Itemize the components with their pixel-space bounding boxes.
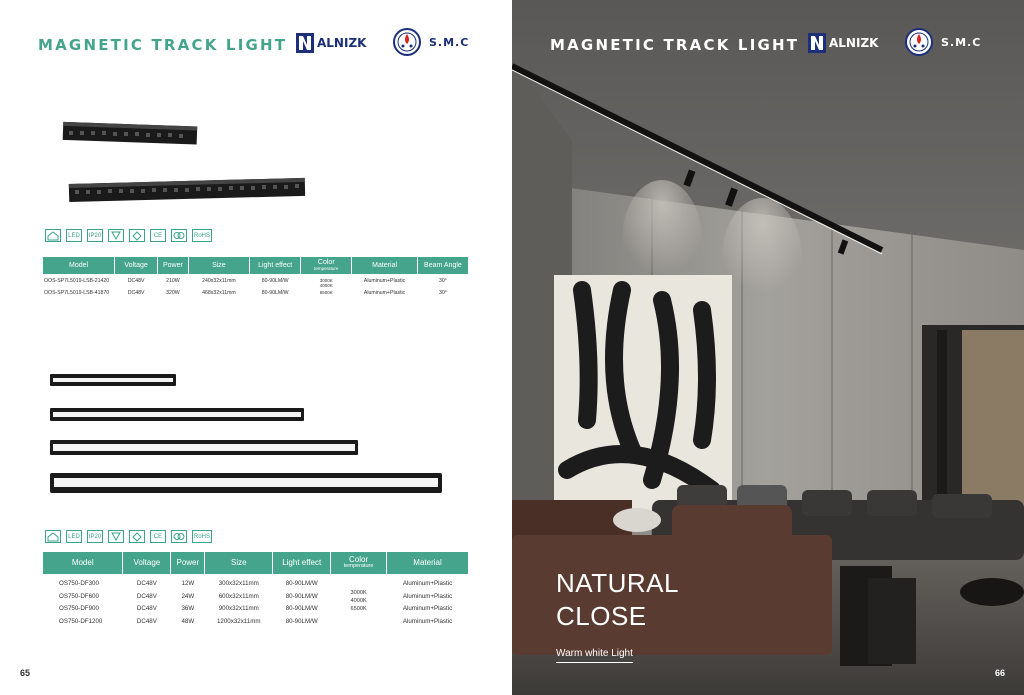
smc-logo-right	[905, 28, 981, 56]
th-color	[301, 257, 352, 274]
cell-power: 12W	[181, 580, 195, 587]
cell-voltage: DC48V	[136, 592, 157, 600]
th-size: Size	[205, 552, 273, 574]
cell-size: 468x32x11mm	[202, 290, 236, 297]
cert-led-icon: LED	[66, 530, 82, 543]
cell-model: OS750-DF900	[59, 605, 99, 613]
cell-voltage: DC48V	[136, 580, 157, 587]
cert-led-icon: LED	[66, 229, 82, 242]
spec-table-1	[43, 257, 469, 298]
th-color	[331, 552, 387, 574]
cell-power: 36W	[181, 605, 195, 613]
cell-color: 6500K	[319, 290, 333, 296]
cert-home-icon	[45, 229, 61, 242]
page-title-right: MAGNETIC TRACK LIGHT	[550, 36, 800, 54]
natural-line-2: CLOSE	[556, 601, 647, 631]
cell-effect: 80-90LM/W	[285, 592, 318, 600]
alnizk-text: ALNIZK	[317, 36, 367, 50]
cell-voltage: DC48V	[127, 278, 145, 284]
alnizk-mark-icon	[808, 33, 826, 53]
cert-cc-icon	[171, 229, 187, 242]
cell-material: Aluminum+Plastic	[402, 592, 453, 600]
cell-power: 48W	[181, 618, 195, 626]
th-model: Model	[43, 257, 115, 274]
cell-voltage: DC48V	[136, 618, 157, 626]
cert-home-icon	[45, 530, 61, 543]
grille-light-image	[55, 118, 315, 208]
table-header-row	[43, 257, 469, 274]
th-model: Model	[43, 552, 123, 574]
table-header-row	[43, 552, 469, 574]
cell-effect: 80-90LM/W	[285, 618, 318, 626]
cell-size: 1200x32x11mm	[216, 618, 261, 626]
cell-model: OS750-DF300	[59, 580, 99, 587]
th-power: Power	[158, 257, 189, 274]
cell-color-value: 6500K	[350, 606, 367, 613]
cell-color-value: 3000K	[350, 590, 367, 597]
cert-diamond-icon	[129, 530, 145, 543]
cell-model: OS750-DF1200	[59, 618, 103, 626]
cell-size: 600x32x11mm	[218, 592, 259, 600]
table-row	[43, 591, 469, 604]
cert-ce-icon: CE	[150, 229, 166, 242]
cell-material: Aluminum+Plastic	[363, 278, 406, 284]
th-beam-angle: Beam Angle	[417, 257, 468, 274]
alnizk-logo-right	[808, 33, 878, 53]
cert-ip20-icon: IP20	[87, 530, 103, 543]
cell-beam: 30°	[438, 278, 447, 284]
th-material: Material	[387, 552, 469, 574]
cell-material: Aluminum+Plastic	[402, 618, 453, 626]
cell-model: OOS-SP7L5019-LSB-21420	[44, 278, 110, 284]
th-color-sub: temperature	[314, 265, 339, 271]
alnizk-text: ALNIZK	[829, 36, 879, 50]
table-row	[43, 616, 469, 629]
cert-ip20-icon: IP20	[87, 229, 103, 242]
th-light-effect: Light effect	[250, 257, 301, 274]
th-size: Size	[188, 257, 249, 274]
cell-color	[301, 274, 352, 289]
cert-ce-icon: CE	[150, 530, 166, 543]
th-voltage: Voltage	[115, 257, 158, 274]
spec-table-2	[43, 552, 469, 629]
page-number-left: 65	[20, 668, 31, 678]
warm-white-label: Warm white Light	[556, 648, 633, 663]
cert-icons-row-2	[45, 530, 212, 543]
cell-size: 300x32x11mm	[218, 580, 259, 587]
cell-color-value: 3000K	[319, 278, 333, 283]
cert-cc-icon	[171, 530, 187, 543]
cell-size: 900x32x11mm	[218, 605, 259, 613]
cell-model: OS750-DF600	[59, 592, 99, 600]
cert-diamond-icon	[129, 229, 145, 242]
cert-icons-row-1	[45, 229, 212, 242]
cell-power: 24W	[181, 592, 195, 600]
cell-material: Aluminum+Plastic	[363, 290, 406, 297]
cell-color-group	[331, 574, 387, 629]
cell-color-value: 4000K	[350, 598, 367, 605]
cell-size: 240x32x11mm	[202, 278, 236, 284]
cert-triangle-icon	[108, 530, 124, 543]
right-page	[512, 0, 1024, 695]
natural-close-heading	[556, 567, 679, 633]
cell-power: 320W	[166, 290, 180, 297]
smc-text: S.M.C	[429, 35, 470, 49]
smc-logo	[393, 28, 469, 56]
cell-effect: 80-90LM/W	[261, 290, 289, 297]
th-power: Power	[171, 552, 205, 574]
alnizk-mark-icon	[296, 33, 314, 53]
cell-material: Aluminum+Plastic	[402, 580, 453, 587]
page-number-right: 66	[995, 668, 1006, 678]
cell-color-value: 4000K	[319, 283, 333, 289]
linear-light-image	[48, 370, 448, 500]
th-voltage: Voltage	[123, 552, 171, 574]
cert-triangle-icon	[108, 229, 124, 242]
page-title: MAGNETIC TRACK LIGHT	[38, 36, 288, 54]
cert-rohs-icon: RoHS	[192, 530, 212, 543]
cell-voltage: DC48V	[136, 605, 157, 613]
th-material: Material	[352, 257, 417, 274]
cell-effect: 80-90LM/W	[285, 605, 318, 613]
th-color-sub: temperature	[343, 563, 374, 570]
table-row	[43, 289, 469, 298]
cert-rohs-icon: RoHS	[192, 229, 212, 242]
cell-model: OOS-SP7L5019-LSB-41870	[44, 290, 110, 297]
table-row	[43, 274, 469, 289]
cell-beam: 30°	[438, 290, 447, 297]
cell-effect: 80-90LM/W	[285, 580, 318, 587]
cell-effect: 80-90LM/W	[261, 278, 289, 284]
th-color-label: Color	[317, 259, 335, 267]
natural-line-1: NATURAL	[556, 568, 679, 598]
th-color-label: Color	[349, 554, 369, 564]
smc-emblem-icon	[905, 28, 933, 56]
table-row	[43, 603, 469, 616]
th-light-effect: Light effect	[273, 552, 331, 574]
cell-power: 210W	[166, 278, 180, 284]
cell-voltage: DC48V	[127, 290, 145, 297]
smc-text: S.M.C	[941, 35, 982, 49]
smc-emblem-icon	[393, 28, 421, 56]
cell-material: Aluminum+Plastic	[402, 605, 453, 613]
table-row	[43, 574, 469, 591]
alnizk-logo	[296, 33, 366, 53]
